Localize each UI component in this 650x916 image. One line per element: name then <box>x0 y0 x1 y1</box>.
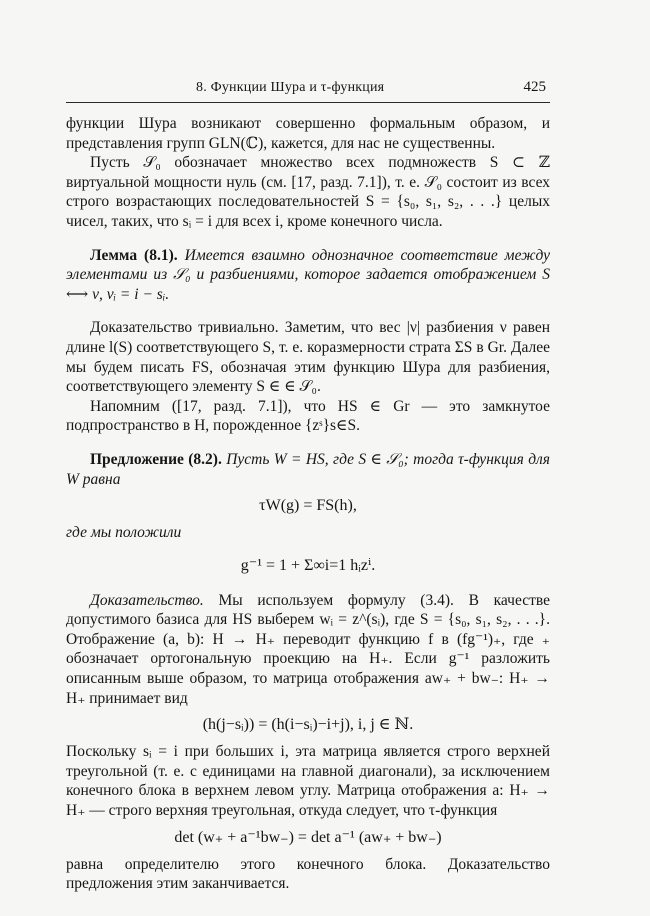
page-number: 425 <box>523 79 546 95</box>
proof-text: Мы используем формулу (3.4). В качестве допустимого базиса для HS выберем wᵢ = z^(sᵢ), где S = {s₀, s₁, s₂, . . .}. Отображение (a, b): H → H₊ переводит функцию f в (fg⁻¹)₊, где ₊ обозначает ортогональную проекцию на H₊. Если g⁻¹ разложить описанным выше образом, то матрица отображения aw₊ + bw₋: H₊ → H₊ принимает вид <box>66 591 551 707</box>
where-clause <box>66 523 550 543</box>
proof-label: Доказательство. <box>90 591 204 609</box>
formula-determinant: det (w₊ + a⁻¹bw₋) = det a⁻¹ (aw₊ + bw₋) <box>174 828 442 846</box>
paragraph-set-definition: Пусть 𝒮₀ обозначает множество всех подмножеств S ⊂ ℤ виртуальной мощности нуль (см. [17, разд. 7.1]), т. е. 𝒮₀ состоит из всех строго возрастающих последовательностей S = {s₀, s₁, s₂, . . .} целых чисел, таких, что sᵢ = i для всех i, кроме конечного числа. <box>66 154 550 230</box>
paragraph-recall: Напомним ([17, разд. 7.1]), что HS ∈ Gr — это замкнутое подпространство в H, порожденное {zˢ}s∈S. <box>66 397 550 435</box>
paragraph-conclusion: равна определителю этого конечного блока. Доказательство предложения этим заканчивается. <box>66 855 550 893</box>
page-body <box>66 114 550 894</box>
lemma-text: Имеется взаимно однозначное соответствие между элементами из 𝒮₀ и разбиениями, которое задается отображением S ⟷ ν, νᵢ = i − sᵢ. <box>66 246 551 303</box>
paragraph-triangular: Поскольку sᵢ = i при больших i, эта матрица является строго верхней треугольной (т. е. с единицами на главной диагонали), за исключением конечного блока в верхнем левом углу. Матрица отображения a: H₊ → H₊ — строго верхняя треугольная, откуда следует, что τ-функция <box>66 743 550 820</box>
paragraph-continuation: функции Шура возникают совершенно формальным образом, и представления групп GLN(ℂ), кажется, для нас не существенны. <box>66 115 550 152</box>
page-header <box>66 78 550 103</box>
proof-paragraph <box>66 591 550 709</box>
formula-matrix: (h(j−sᵢ)) = (h(i−sᵢ)−i+j), i, j ∈ ℕ. <box>202 716 414 734</box>
where-text: где мы положили <box>66 524 182 542</box>
formula-tau-function: τW(g) = FS(h), <box>259 497 357 515</box>
lemma-label: Лемма (8.1). <box>90 246 178 264</box>
paragraph-proof-lemma: Доказательство тривиально. Заметим, что вес |ν| разбиения ν равен длине l(S) соответствующего S, т. е. коразмерности страта ΣS в Gr. Далее мы будем писать FS, обозначая этим функцию Шура для разбиения, соответствующего элементу S ∈ ∈ 𝒮₀. <box>66 319 550 396</box>
formula-g-inverse: g⁻¹ = 1 + Σ∞i=1 hᵢzⁱ. <box>240 556 376 574</box>
proposition-8-2 <box>66 450 550 489</box>
proposition-label: Предложение (8.2). <box>90 450 222 468</box>
running-title: 8. Функции Шура и τ-функция <box>196 80 385 95</box>
proposition-text: Пусть W = HS, где S ∈ 𝒮₀; тогда τ-функция для W равна <box>66 450 550 488</box>
lemma-8-1 <box>66 246 550 305</box>
